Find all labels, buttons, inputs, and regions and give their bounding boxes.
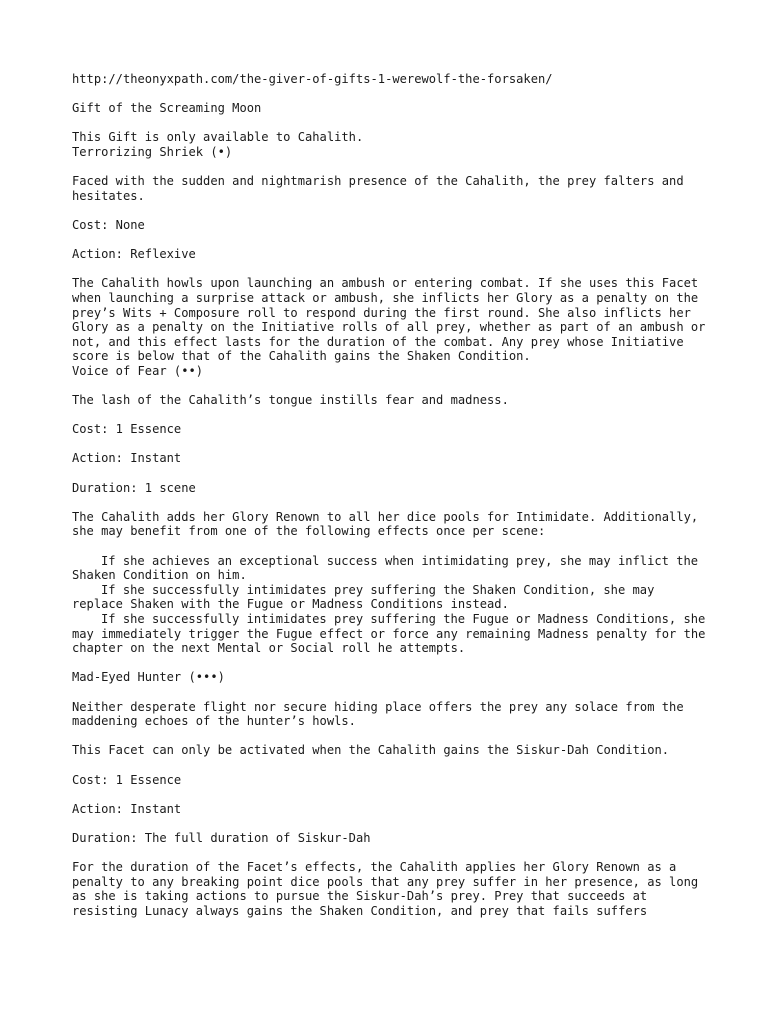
facet2-action: Action: Instant (72, 451, 182, 466)
facet2-description: The Cahalith adds her Glory Renown to all her dice pools for Intimidate. Additionally, she may benefit from one of the following effects once per scene: (72, 509, 706, 539)
facet1-flavor: Faced with the sudden and nightmarish presence of the Cahalith, the prey falters and hesitates. (72, 174, 691, 203)
facet2-duration: Duration: 1 scene (72, 480, 196, 495)
facet3-flavor: Neither desperate flight nor secure hiding place offers the prey any solace from the maddening echoes of the hunter’s howls. (72, 699, 691, 729)
facet2-flavor: The lash of the Cahalith’s tongue instills fear and madness. (72, 393, 509, 408)
facet3-cost: Cost: 1 Essence (72, 772, 182, 787)
facet3-description: For the duration of the Facet’s effects, the Cahalith applies her Glory Renown as a penalty to any breaking point dice pools that any prey suffer in her presence, as long as she is taking actions to pursue the Siskur-Dah’s prey. Prey that succeeds at resisting Lunacy always gains the Shaken Condition, and prey that fails suffers (72, 860, 706, 918)
facet3-requirement: This Facet can only be activated when the Cahalith gains the Siskur-Dah Condition. (72, 743, 670, 758)
facet3-action: Action: Instant (72, 801, 182, 816)
availability-note: This Gift is only available to Cahalith. (72, 130, 364, 145)
facet2-cost: Cost: 1 Essence (72, 422, 182, 437)
list-item: If she successfully intimidates prey suffering the Fugue or Madness Conditions, she may immediately trigger the Fugue effect or force any remaining Madness penalty for the chapter on the next Mental or Social roll he attempts. (72, 611, 713, 656)
facet1-action: Action: Reflexive (72, 247, 196, 262)
facet2-effects-list (72, 554, 712, 656)
facet1-description: The Cahalith howls upon launching an ambush or entering combat. If she uses this Facet when launching a surprise attack or ambush, she inflicts her Glory as a penalty on the prey’s Wits + Composure roll to respond during the first round. She also inflicts her Glory as a penalty on the Initiative rolls of all prey, whether as part of an ambush or not, and this effect lasts for the duration of the combat. Any prey whose Initiative score is below that of the Cahalith gains the Shaken Condition. (72, 276, 713, 364)
facet-title-voice-of-fear: Voice of Fear (••) (72, 363, 204, 378)
facet-title-mad-eyed-hunter: Mad-Eyed Hunter (•••) (72, 670, 225, 685)
facet1-cost: Cost: None (72, 217, 145, 232)
list-item: If she achieves an exceptional success when intimidating prey, she may inflict the Shaken Condition on him. (72, 553, 706, 583)
gift-title: Gift of the Screaming Moon (72, 101, 262, 116)
facet3-duration: Duration: The full duration of Siskur-Dah (72, 830, 371, 845)
source-url[interactable]: http://theonyxpath.com/the-giver-of-gifts-1-werewolf-the-forsaken/ (72, 72, 553, 86)
document-page (72, 72, 712, 933)
list-item: If she successfully intimidates prey suffering the Shaken Condition, she may replace Shaken with the Fugue or Madness Conditions instead. (72, 582, 662, 612)
facet-title-terrorizing-shriek: Terrorizing Shriek (•) (72, 144, 233, 159)
